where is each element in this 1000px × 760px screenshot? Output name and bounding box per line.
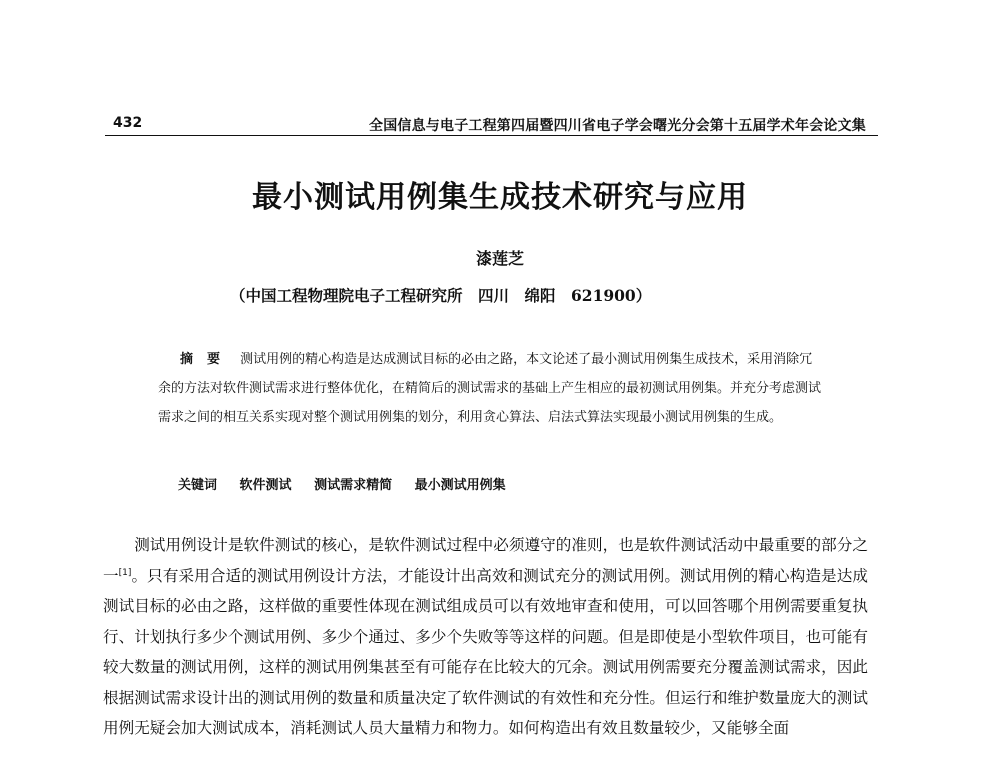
abstract	[158, 345, 823, 432]
paper-title: 最小测试用例集生成技术研究与应用	[252, 180, 748, 215]
keyword: 最小测试用例集	[414, 478, 506, 493]
body-paragraph	[103, 530, 868, 744]
abstract-label: 摘要	[180, 352, 235, 367]
conference-name: 全国信息与电子工程第四届暨四川省电子学会曙光分会第十五届学术年会论文集	[369, 118, 866, 134]
body-text-part2: 。只有采用合适的测试用例设计方法，才能设计出高效和测试充分的测试用例。测试用例的精心构造是达成测试目标的必由之路，这样做的重要性体现在测试组成员可以有效地审查和使用，可以回答哪个用例需要重复执行、计划执行多少个测试用例、多少个通过、多少个失败等等这样的问题。但是即使是小型软件项目，也可能有较大数量的测试用例，这样的测试用例集甚至有可能存在比较大的冗余。测试用例需要充分覆盖测试需求，因此根据测试需求设计出的测试用例的数量和质量决定了软件测试的有效性和充分性。但运行和维护数量庞大的测试用例无疑会加大测试成本，消耗测试人员大量精力和物力。如何构造出有效且数量较少，又能够全面	[103, 566, 868, 737]
body-text-part1: 测试用例设计是软件测试的核心，是软件测试过程中必须遵守的准则，也是软件测试活动中最重要的部分之一	[103, 536, 868, 585]
citation-ref: [1]	[118, 567, 132, 578]
keywords	[178, 474, 524, 493]
page-number: 432	[113, 115, 143, 131]
keywords-label: 关键词	[178, 478, 218, 493]
keyword: 软件测试	[239, 478, 292, 493]
author-name: 漆莲芝	[475, 249, 524, 268]
running-header	[105, 113, 878, 136]
abstract-text: 测试用例的精心构造是达成测试目标的必由之路，本文论述了最小测试用例集生成技术，采用消除冗余的方法对软件测试需求进行整体优化，在精简后的测试需求的基础上产生相应的最初测试用例集。并充分考虑测试需求之间的相互关系实现对整个测试用例集的划分，利用贪心算法、启法式算法实现最小测试用例集的生成。	[158, 352, 822, 425]
keyword: 测试需求精简	[314, 478, 393, 493]
author-affiliation: （中国工程物理院电子工程研究所 四川 绵阳 621900）	[230, 286, 652, 305]
